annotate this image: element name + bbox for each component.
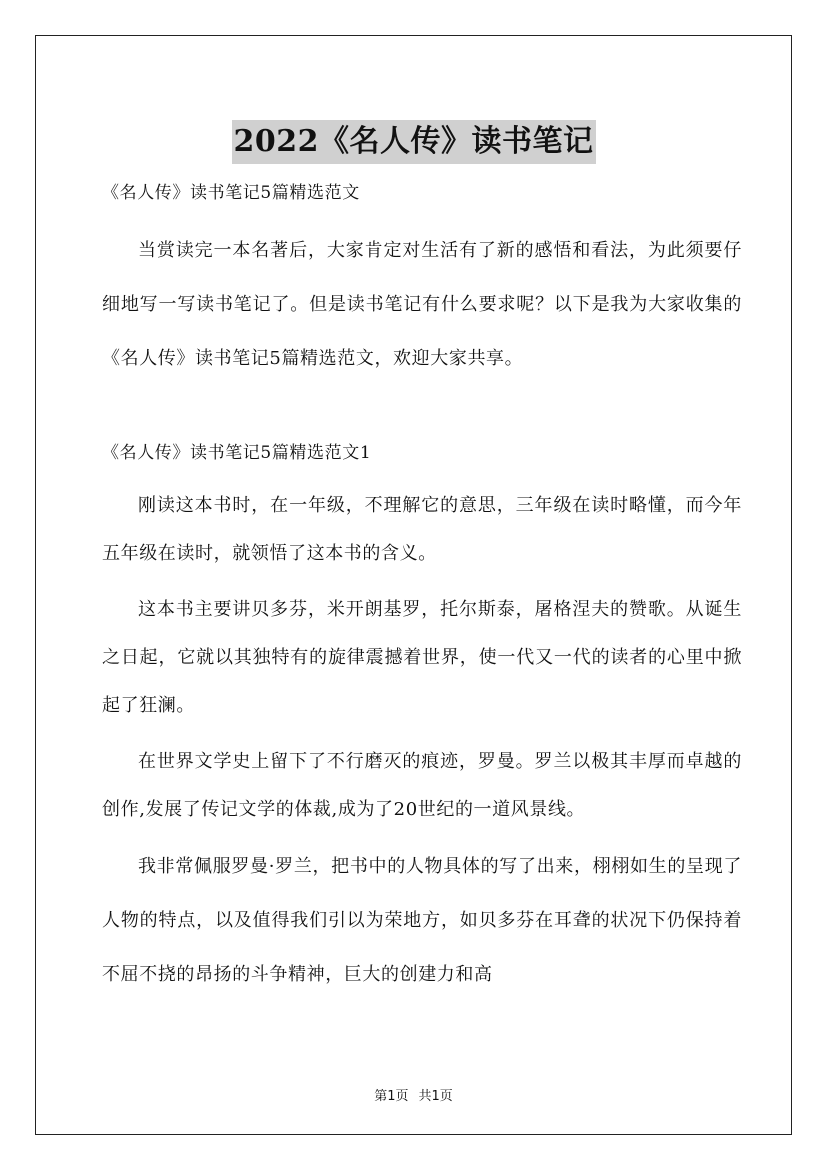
total-pages: 共1页 [418,1089,453,1104]
intro-heading: 《名人传》读书笔记5篇精选范文 [102,183,360,203]
document-title: 2022《名人传》读书笔记 [232,120,596,164]
section1-heading: 《名人传》读书笔记5篇精选范文1 [102,443,372,463]
section1-paragraph: 在世界文学史上留下了不行磨灭的痕迹，罗曼。罗兰以极其丰厚而卓越的创作,发展了传记文学的体裁,成为了20世纪的一道风景线。 [102,751,742,820]
document-body [102,170,742,1002]
section1-paragraph: 刚读这本书时，在一年级，不理解它的意思，三年级在读时略懂，而今年五年级在读时，就领悟了这本书的含义。 [102,495,742,564]
intro-paragraph: 当赏读完一本名著后，大家肯定对生活有了新的感悟和看法，为此须要仔细地写一写读书笔记了。但是读书笔记有什么要求呢？以下是我为大家收集的《名人传》读书笔记5篇精选范文，欢迎大家共享。 [102,240,742,369]
page-number: 第1页 [374,1089,409,1104]
section1-paragraph: 我非常佩服罗曼·罗兰，把书中的人物具体的写了出来，栩栩如生的呈现了人物的特点，以及值得我们引以为荣地方，如贝多芬在耳聋的状况下仍保持着不屈不挠的昂扬的斗争精神，巨大的创建力和高 [102,856,742,985]
page-footer [0,1085,827,1104]
section1-paragraph: 这本书主要讲贝多芬，米开朗基罗，托尔斯泰，屠格涅夫的赞歌。从诞生之日起，它就以其独特有的旋律震撼着世界，使一代又一代的读者的心里中掀起了狂澜。 [102,599,742,716]
